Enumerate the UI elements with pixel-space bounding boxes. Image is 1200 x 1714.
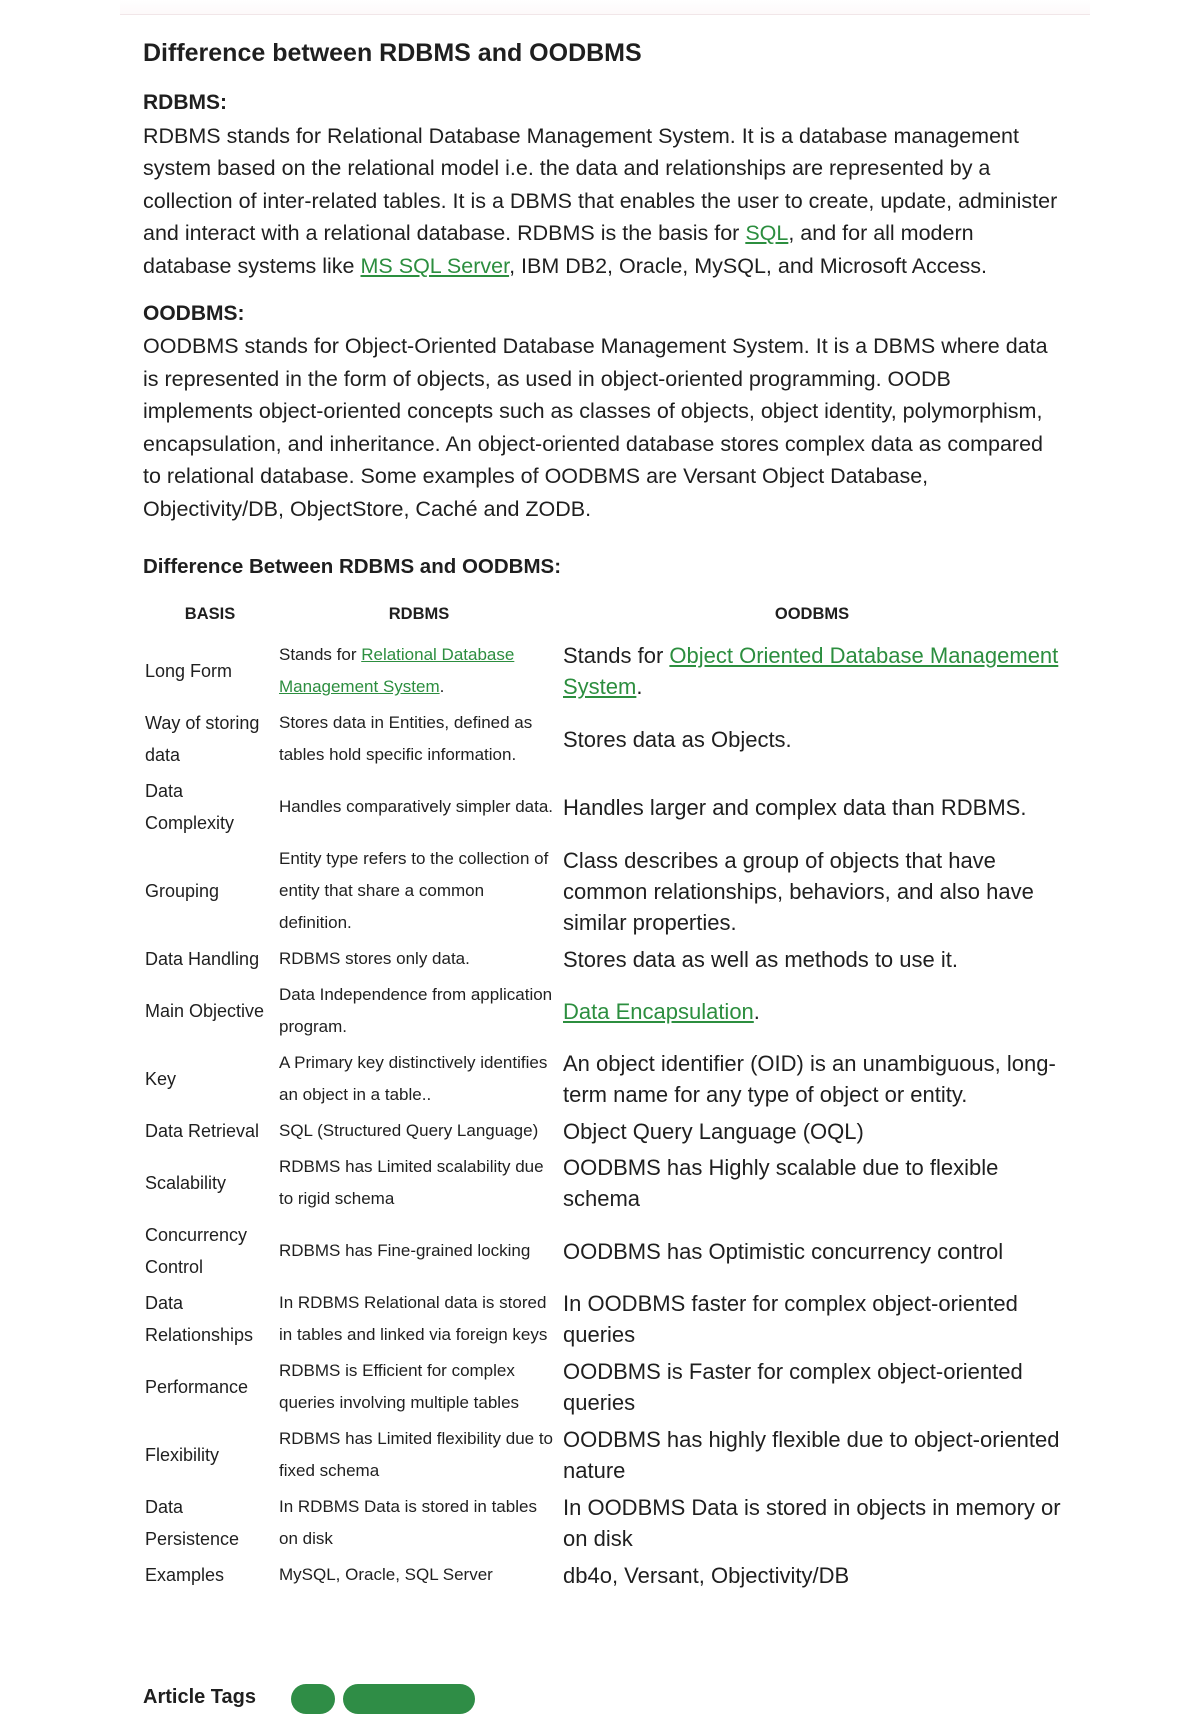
oodbms-cell: db4o, Versant, Objectivity/DB xyxy=(563,1562,850,1588)
basis-cell: Data Relationships xyxy=(145,1293,254,1346)
oodbms-cell: An object identifier (OID) is an unambiguous, long-term name for any type of object or entity. xyxy=(563,1051,1056,1108)
rdbms-text-1: RDBMS stands for Relational Database Management System. It is a database management system based on the relational model i.e. the data and relationships are represented by a collection of inter-related tables. It is a DBMS that enables the user to create, update, administer and interact with a relational database. RDBMS is the basis for xyxy=(143,123,1058,246)
rdbms-cell-suffix: . xyxy=(439,677,445,697)
rdbms-paragraph xyxy=(143,120,1063,283)
table-row xyxy=(143,977,1063,1045)
top-strip xyxy=(120,0,1090,15)
comparison-table xyxy=(143,605,1063,1593)
oodbms-cell: Stores data as Objects. xyxy=(563,726,792,752)
table-row xyxy=(143,1353,1063,1421)
basis-cell: Flexibility xyxy=(145,1445,220,1466)
oodbms-cell xyxy=(561,637,1063,705)
oodbms-cell-suffix: . xyxy=(636,674,643,700)
oodbms-cell: OODBMS is Faster for complex object-oriented queries xyxy=(563,1359,1023,1416)
sql-link[interactable]: SQL xyxy=(745,221,789,246)
rdbms-cell: RDBMS has Limited scalability due to rigid schema xyxy=(279,1157,544,1209)
oodbms-cell: Class describes a group of objects that have common relationships, behaviors, and also have similar properties. xyxy=(563,847,1034,935)
table-row xyxy=(143,941,1063,977)
table-row xyxy=(143,1149,1063,1217)
rdbms-cell: Handles comparatively simpler data. xyxy=(279,797,554,817)
oodbms-cell-suffix: . xyxy=(753,998,760,1024)
oodbms-cell: OODBMS has Optimistic concurrency control xyxy=(563,1238,1004,1264)
table-row xyxy=(143,1489,1063,1557)
table-row xyxy=(143,1285,1063,1353)
basis-cell: Data Handling xyxy=(145,949,260,970)
basis-cell: Examples xyxy=(145,1565,225,1586)
table-row xyxy=(143,1217,1063,1285)
oodbms-heading: OODBMS: xyxy=(143,302,245,326)
basis-cell: Main Objective xyxy=(145,1001,265,1022)
basis-cell: Concurrency Control xyxy=(145,1225,248,1278)
table-row xyxy=(143,1045,1063,1113)
basis-cell: Data Retrieval xyxy=(145,1121,260,1142)
basis-cell: Long Form xyxy=(145,661,233,682)
table-row xyxy=(143,841,1063,941)
oodbms-cell: OODBMS has Highly scalable due to flexible schema xyxy=(563,1155,999,1212)
oodbms-cell: Object Query Language (OQL) xyxy=(563,1118,864,1144)
rdbms-cell: Stores data in Entities, defined as tables hold specific information. xyxy=(279,713,533,765)
oodbms-cell-prefix: Stands for xyxy=(563,643,670,669)
rdbms-cell: MySQL, Oracle, SQL Server xyxy=(279,1565,493,1585)
oodbms-cell: In OODBMS Data is stored in objects in memory or on disk xyxy=(563,1495,1061,1552)
article-tags-bar xyxy=(143,1684,643,1708)
tag-pill[interactable] xyxy=(343,1684,475,1714)
rdbms-cell-prefix: Stands for xyxy=(279,645,362,665)
table-row xyxy=(143,637,1063,705)
rdbms-cell: RDBMS has Fine-grained locking xyxy=(279,1241,531,1261)
page-title: Difference between RDBMS and OODBMS xyxy=(143,39,642,67)
table-row xyxy=(143,1421,1063,1489)
rdbms-cell: Data Independence from application program. xyxy=(279,985,553,1037)
oodbms-cell: OODBMS has highly flexible due to object-oriented nature xyxy=(563,1427,1060,1484)
rdbms-cell xyxy=(277,637,561,705)
oodbms-cell: In OODBMS faster for complex object-oriented queries xyxy=(563,1291,1018,1348)
oodbms-cell xyxy=(561,977,1063,1045)
rdbms-cell: RDBMS has Limited flexibility due to fixed schema xyxy=(279,1429,554,1481)
header-basis: BASIS xyxy=(184,605,236,624)
basis-cell: Key xyxy=(145,1069,177,1090)
oodbms-cell: Handles larger and complex data than RDBMS. xyxy=(563,794,1027,820)
table-header-row xyxy=(143,605,1063,637)
header-rdbms: RDBMS xyxy=(388,605,450,624)
rdbms-text-3: , IBM DB2, Oracle, MySQL, and Microsoft Access. xyxy=(509,253,987,278)
rdbms-cell: RDBMS stores only data. xyxy=(279,949,470,969)
tag-pill[interactable] xyxy=(291,1684,335,1714)
rdbms-cell: SQL (Structured Query Language) xyxy=(279,1121,539,1141)
oodbms-longform-link[interactable]: Object Oriented Database Management System xyxy=(563,643,1059,700)
header-oodbms: OODBMS xyxy=(774,605,850,624)
table-row xyxy=(143,705,1063,773)
article-body xyxy=(143,38,1063,1593)
oodbms-cell: Stores data as well as methods to use it. xyxy=(563,946,958,972)
rdbms-text-2: , and for all modern database systems like xyxy=(143,221,974,278)
basis-cell: Grouping xyxy=(145,881,220,902)
rdbms-cell: In RDBMS Relational data is stored in tables and linked via foreign keys xyxy=(279,1293,548,1345)
table-heading: Difference Between RDBMS and OODBMS: xyxy=(143,555,562,579)
rdbms-cell: A Primary key distinctively identifies an object in a table.. xyxy=(279,1053,548,1105)
rdbms-cell: Entity type refers to the collection of entity that share a common definition. xyxy=(279,849,549,933)
basis-cell: Data Complexity xyxy=(145,781,235,834)
rdbms-cell: RDBMS is Efficient for complex queries involving multiple tables xyxy=(279,1361,520,1413)
basis-cell: Way of storing data xyxy=(145,713,260,766)
basis-cell: Performance xyxy=(145,1377,249,1398)
table-row xyxy=(143,773,1063,841)
table-row xyxy=(143,1113,1063,1149)
article-tags-label: Article Tags xyxy=(143,1686,256,1708)
ms-sql-server-link[interactable]: MS SQL Server xyxy=(360,253,510,278)
data-encapsulation-link[interactable]: Data Encapsulation xyxy=(563,998,754,1024)
rdbms-cell: In RDBMS Data is stored in tables on disk xyxy=(279,1497,537,1549)
rdbms-longform-link[interactable]: Relational Database Management System xyxy=(279,645,515,697)
table-row xyxy=(143,1557,1063,1593)
basis-cell: Scalability xyxy=(145,1173,227,1194)
rdbms-heading: RDBMS: xyxy=(143,91,227,115)
basis-cell: Data Persistence xyxy=(145,1497,240,1550)
oodbms-paragraph: OODBMS stands for Object-Oriented Database Management System. It is a DBMS where data is represented in the form of objects, as used in object-oriented programming. OODB implements object-oriented concepts such as classes of objects, object identity, polymorphism, encapsulation, and inheritance. An object-oriented database stores complex data as compared to relational database. Some examples of OODBMS are Versant Object Database, Objectivity/DB, ObjectStore, Caché and ZODB. xyxy=(143,334,1048,521)
